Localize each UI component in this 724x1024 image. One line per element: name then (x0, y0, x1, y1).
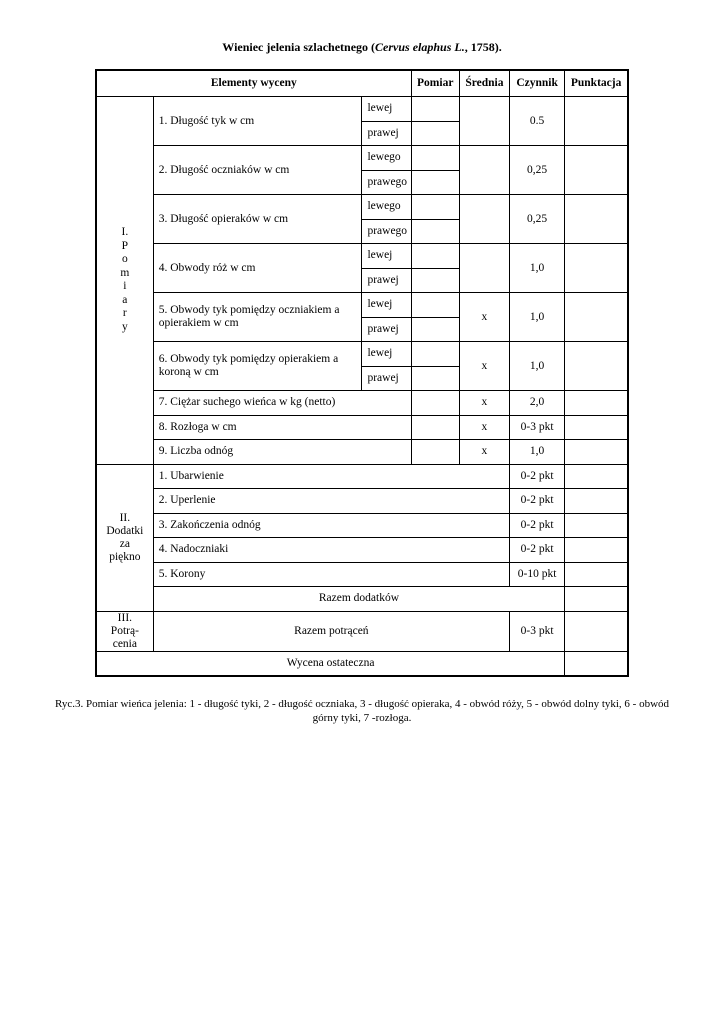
section-1-label: I. P o m i a r y (96, 97, 153, 465)
deductions-total-label: Razem potrąceń (153, 611, 509, 651)
header-measure: Pomiar (411, 70, 459, 97)
row-name: 1. Ubarwienie (153, 464, 509, 489)
row-name: 7. Ciężar suchego wieńca w kg (netto) (153, 391, 411, 416)
measure-cell[interactable] (411, 170, 459, 195)
factor-cell: 0.5 (510, 97, 565, 146)
evaluation-table (95, 69, 629, 677)
table-row (96, 415, 628, 440)
deductions-score[interactable] (565, 611, 628, 651)
document-title (0, 40, 724, 55)
factor-cell: 0-10 pkt (510, 562, 565, 587)
table-row (96, 489, 628, 514)
score-cell[interactable] (565, 489, 628, 514)
row-name: 5. Korony (153, 562, 509, 587)
score-cell[interactable] (565, 195, 628, 244)
factor-cell: 1,0 (510, 440, 565, 465)
measure-cell[interactable] (411, 195, 459, 220)
section-3-label: III. Potrą- cenia (96, 611, 153, 651)
factor-cell: 0-3 pkt (510, 415, 565, 440)
row-name: 4. Nadoczniaki (153, 538, 509, 563)
table-row (96, 97, 628, 122)
factor-cell: 1,0 (510, 244, 565, 293)
average-cell: x (459, 293, 509, 342)
additions-total-score[interactable] (565, 587, 628, 612)
table-row (96, 195, 628, 220)
figure-caption: Ryc.3. Pomiar wieńca jelenia: 1 - długość tyki, 2 - długość oczniaka, 3 - długość opieraka, 4 - obwód róży, 5 - obwód dolny tyki, 6 - obwód górny tyki, 7 -rozłoga. (54, 698, 670, 724)
side-label: lewej (362, 293, 411, 318)
table-row (96, 538, 628, 563)
score-cell[interactable] (565, 513, 628, 538)
average-cell[interactable] (459, 195, 509, 244)
measure-cell[interactable] (411, 415, 459, 440)
header-row (96, 70, 628, 97)
factor-cell: 0-3 pkt (510, 611, 565, 651)
title-latin-name: Cervus elaphus L. (375, 40, 465, 54)
row-name: 2. Długość oczniaków w cm (153, 146, 362, 195)
side-label: prawej (362, 366, 411, 391)
header-elements: Elementy wyceny (96, 70, 411, 97)
factor-cell: 0,25 (510, 146, 565, 195)
table-row (96, 440, 628, 465)
side-label: prawego (362, 219, 411, 244)
row-name: 5. Obwody tyk pomiędzy oczniakiem a opierakiem w cm (153, 293, 362, 342)
side-label: lewej (362, 342, 411, 367)
average-cell[interactable] (459, 146, 509, 195)
section-2-label: II. Dodatki za piękno (96, 464, 153, 611)
table-row (96, 244, 628, 269)
side-label: prawej (362, 268, 411, 293)
factor-cell: 0,25 (510, 195, 565, 244)
title-prefix: Wieniec jelenia szlachetnego ( (222, 40, 376, 54)
side-label: lewej (362, 97, 411, 122)
score-cell[interactable] (565, 244, 628, 293)
factor-cell: 1,0 (510, 293, 565, 342)
table-row (96, 342, 628, 367)
table-row (96, 611, 628, 651)
measure-cell[interactable] (411, 440, 459, 465)
table-row (96, 293, 628, 318)
header-factor: Czynnik (510, 70, 565, 97)
table-row (96, 562, 628, 587)
title-suffix: , 1758). (464, 40, 502, 54)
side-label: lewego (362, 195, 411, 220)
factor-cell: 1,0 (510, 342, 565, 391)
score-cell[interactable] (565, 562, 628, 587)
factor-cell: 0-2 pkt (510, 489, 565, 514)
row-name: 3. Długość opieraków w cm (153, 195, 362, 244)
average-cell[interactable] (459, 97, 509, 146)
factor-cell: 2,0 (510, 391, 565, 416)
measure-cell[interactable] (411, 244, 459, 269)
measure-cell[interactable] (411, 268, 459, 293)
table-row (96, 146, 628, 171)
final-evaluation-score[interactable] (565, 651, 628, 676)
side-label: prawego (362, 170, 411, 195)
final-evaluation-label: Wycena ostateczna (96, 651, 565, 676)
measure-cell[interactable] (411, 366, 459, 391)
table-row (96, 651, 628, 676)
table-row (96, 513, 628, 538)
score-cell[interactable] (565, 342, 628, 391)
header-average: Średnia (459, 70, 509, 97)
header-score: Punktacja (565, 70, 628, 97)
table-row (96, 464, 628, 489)
score-cell[interactable] (565, 97, 628, 146)
score-cell[interactable] (565, 415, 628, 440)
average-cell: x (459, 415, 509, 440)
factor-cell: 0-2 pkt (510, 464, 565, 489)
row-name: 3. Zakończenia odnóg (153, 513, 509, 538)
side-label: prawej (362, 317, 411, 342)
average-cell: x (459, 342, 509, 391)
score-cell[interactable] (565, 293, 628, 342)
row-name: 6. Obwody tyk pomiędzy opierakiem a koroną w cm (153, 342, 362, 391)
measure-cell[interactable] (411, 146, 459, 171)
row-name: 1. Długość tyk w cm (153, 97, 362, 146)
measure-cell[interactable] (411, 342, 459, 367)
row-name: 9. Liczba odnóg (153, 440, 411, 465)
additions-total-label: Razem dodatków (153, 587, 565, 612)
score-cell[interactable] (565, 538, 628, 563)
side-label: lewego (362, 146, 411, 171)
factor-cell: 0-2 pkt (510, 513, 565, 538)
score-cell[interactable] (565, 440, 628, 465)
score-cell[interactable] (565, 391, 628, 416)
average-cell: x (459, 440, 509, 465)
measure-cell[interactable] (411, 317, 459, 342)
side-label: prawej (362, 121, 411, 146)
row-name: 4. Obwody róż w cm (153, 244, 362, 293)
row-name: 8. Rozłoga w cm (153, 415, 411, 440)
measure-cell[interactable] (411, 391, 459, 416)
table-row (96, 587, 628, 612)
score-cell[interactable] (565, 464, 628, 489)
measure-cell[interactable] (411, 219, 459, 244)
measure-cell[interactable] (411, 97, 459, 122)
side-label: lewej (362, 244, 411, 269)
average-cell[interactable] (459, 244, 509, 293)
average-cell: x (459, 391, 509, 416)
measure-cell[interactable] (411, 121, 459, 146)
table-row (96, 391, 628, 416)
score-cell[interactable] (565, 146, 628, 195)
row-name: 2. Uperlenie (153, 489, 509, 514)
measure-cell[interactable] (411, 293, 459, 318)
factor-cell: 0-2 pkt (510, 538, 565, 563)
